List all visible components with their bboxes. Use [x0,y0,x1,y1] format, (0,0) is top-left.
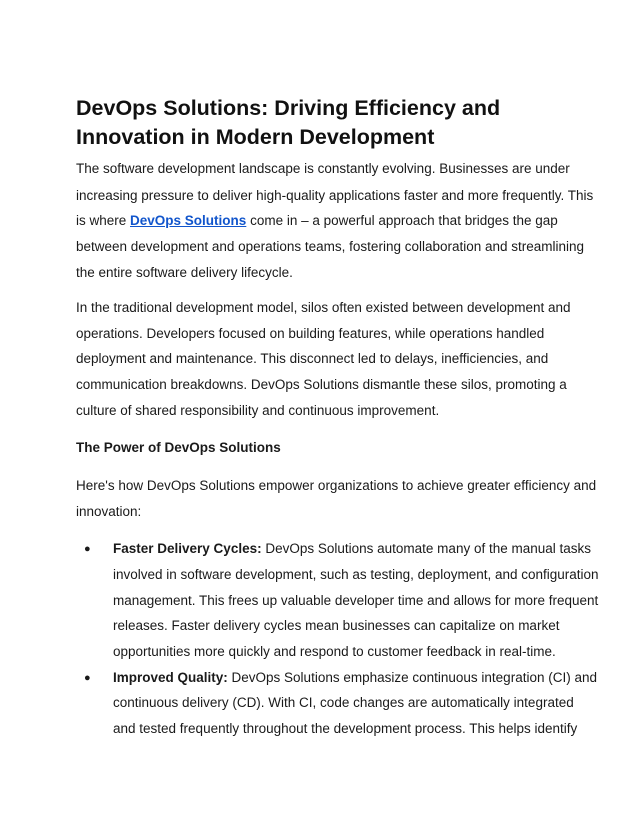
bullet-text: DevOps Solutions emphasize continuous integration (CI) and [227,670,597,685]
intro-paragraph-line: the entire software delivery lifecycle. [76,265,293,280]
page-title [76,94,576,152]
devops-solutions-link[interactable]: DevOps Solutions [130,213,247,228]
bullet-text-line: continuous delivery (CD). With CI, code changes are automatically integrated [113,695,574,710]
bullet-label: Faster Delivery Cycles: [113,541,262,556]
intro-paragraph-line: The software development landscape is constantly evolving. Businesses are under [76,161,570,176]
bullet-text-line: opportunities more quickly and respond to customer feedback in real-time. [113,644,556,659]
bullet-text-line: management. This frees up valuable developer time and allows for more frequent [113,593,599,608]
intro-text: is where [76,213,131,228]
bullet-faster-delivery [113,540,591,558]
intro-paragraph-line: between development and operations teams, fostering collaboration and streamlining [76,239,585,254]
bullet-text-line: and tested frequently throughout the development process. This helps identify [113,721,578,736]
title-line-2: Innovation in Modern Development [76,125,435,149]
title-line-1: DevOps Solutions: Driving Efficiency and [76,96,501,120]
bullet-marker: ● [84,543,91,555]
bullet-label: Improved Quality: [113,670,228,685]
bullet-text: DevOps Solutions automate many of the manual tasks [261,541,592,556]
silos-paragraph-line: deployment and maintenance. This disconnect led to delays, inefficiencies, and [76,351,549,366]
section-heading: The Power of DevOps Solutions [76,440,281,455]
intro-paragraph-line: increasing pressure to deliver high-quality applications faster and more frequently. This [76,188,594,203]
silos-paragraph-line: communication breakdowns. DevOps Solutions dismantle these silos, promoting a [76,377,567,392]
bullet-marker: ● [84,672,91,684]
intro-paragraph-line [76,212,558,230]
power-paragraph-line: Here's how DevOps Solutions empower organizations to achieve greater efficiency and [76,478,597,493]
intro-text: come in – a powerful approach that bridges the gap [246,213,558,228]
bullet-improved-quality [113,669,597,687]
bullet-text-line: involved in software development, such as testing, deployment, and configuration [113,567,599,582]
silos-paragraph-line: culture of shared responsibility and continuous improvement. [76,403,440,418]
power-paragraph-line: innovation: [76,504,142,519]
bullet-text-line: releases. Faster delivery cycles mean businesses can capitalize on market [113,618,560,633]
silos-paragraph-line: operations. Developers focused on building features, while operations handled [76,326,545,341]
silos-paragraph-line: In the traditional development model, silos often existed between development and [76,300,571,315]
